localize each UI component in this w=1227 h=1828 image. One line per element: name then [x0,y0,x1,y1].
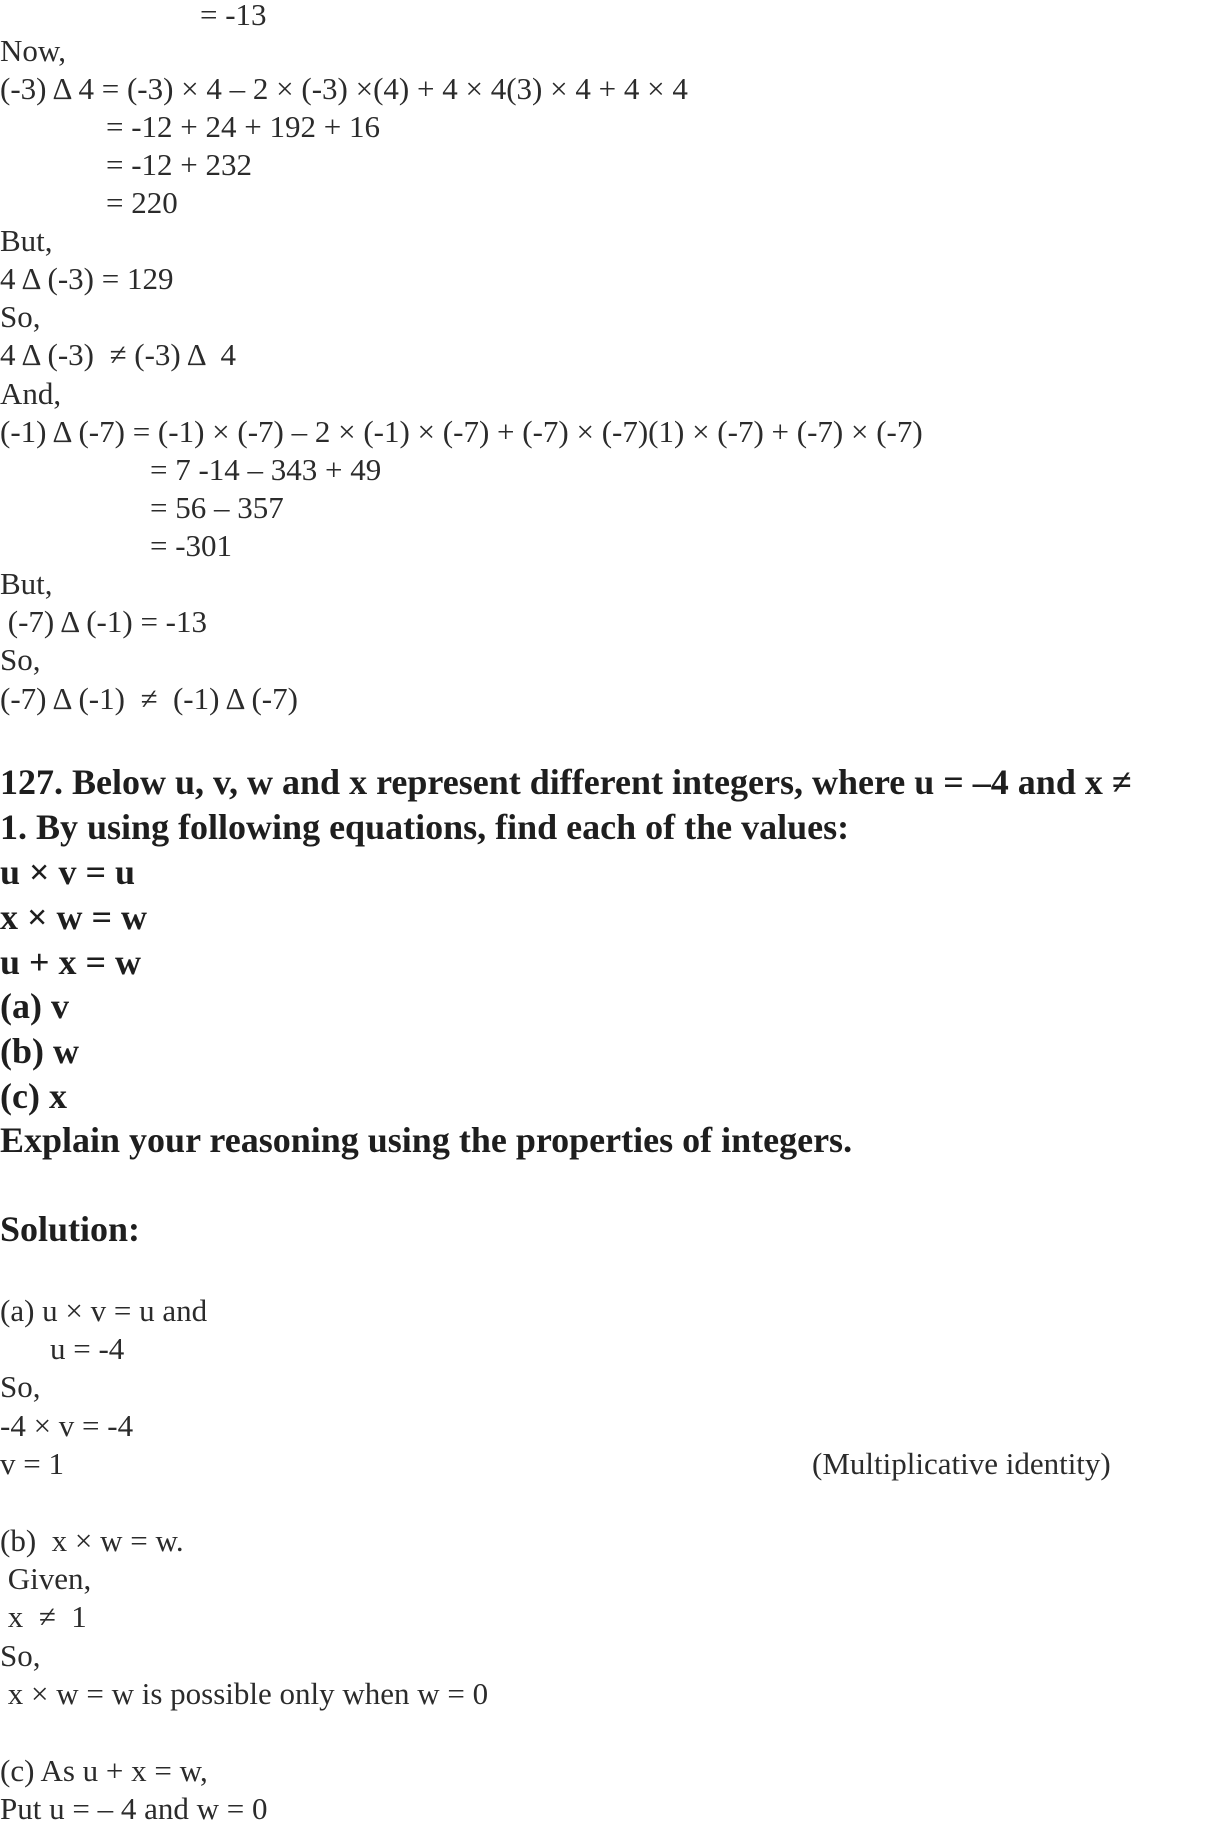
question-equation: x × w = w [0,897,148,937]
text-line: But, [0,566,53,601]
text-line: But, [0,223,53,258]
solution-line: Given, [0,1561,92,1596]
equation-line: 4 Δ (-3) = 129 [0,261,174,296]
solution-line: (b) x × w = w. [0,1523,184,1558]
equation-line: = -12 + 232 [106,147,253,182]
question-text: 1. By using following equations, find each of the values: [0,807,850,847]
question-equation: u × v = u [0,852,136,892]
equation-line: = -12 + 24 + 192 + 16 [106,109,381,144]
solution-line: So, [0,1369,41,1404]
result-line: = -13 [200,0,267,32]
solution-line: (c) As u + x = w, [0,1753,208,1788]
solution-line: v = 1 [0,1446,64,1481]
solution-heading: Solution: [0,1209,141,1249]
question-part: (c) x [0,1076,67,1116]
text-line: So, [0,299,41,334]
equation-line: (-7) Δ (-1) = -13 [0,604,208,639]
question-part: (b) w [0,1031,79,1071]
solution-line: x ≠ 1 [0,1599,87,1634]
equation-line: = -301 [150,528,233,563]
equation-line: = 56 – 357 [150,490,284,525]
equation-line: (-7) Δ (-1) ≠ (-1) Δ (-7) [0,681,298,716]
equation-line: 4 Δ (-3) ≠ (-3) Δ 4 [0,337,236,372]
question-equation: u + x = w [0,942,142,982]
solution-line: x × w = w is possible only when w = 0 [0,1676,489,1711]
equation-line: = 220 [106,185,178,220]
question-part: (a) v [0,986,69,1026]
question-text: Explain your reasoning using the properties of integers. [0,1120,853,1160]
solution-line: u = -4 [50,1331,125,1366]
solution-line: -4 × v = -4 [0,1408,134,1443]
equation-line: = 7 -14 – 343 + 49 [150,452,382,487]
equation-line: (-3) Δ 4 = (-3) × 4 – 2 × (-3) ×(4) + 4 × 4(3) × 4 + 4 × 4 [0,71,688,106]
question-text: 127. Below u, v, w and x represent different integers, where u = –4 and x ≠ [0,762,1132,802]
text-line: And, [0,376,62,411]
solution-line: (a) u × v = u and [0,1293,208,1328]
equation-line: (-1) Δ (-7) = (-1) × (-7) – 2 × (-1) × (-7) + (-7) × (-7)(1) × (-7) + (-7) × (-7) [0,414,923,449]
solution-line: So, [0,1638,41,1673]
property-note: (Multiplicative identity) [812,1446,1111,1481]
text-line: Now, [0,33,67,68]
text-line: So, [0,642,41,677]
solution-line: Put u = – 4 and w = 0 [0,1791,268,1826]
